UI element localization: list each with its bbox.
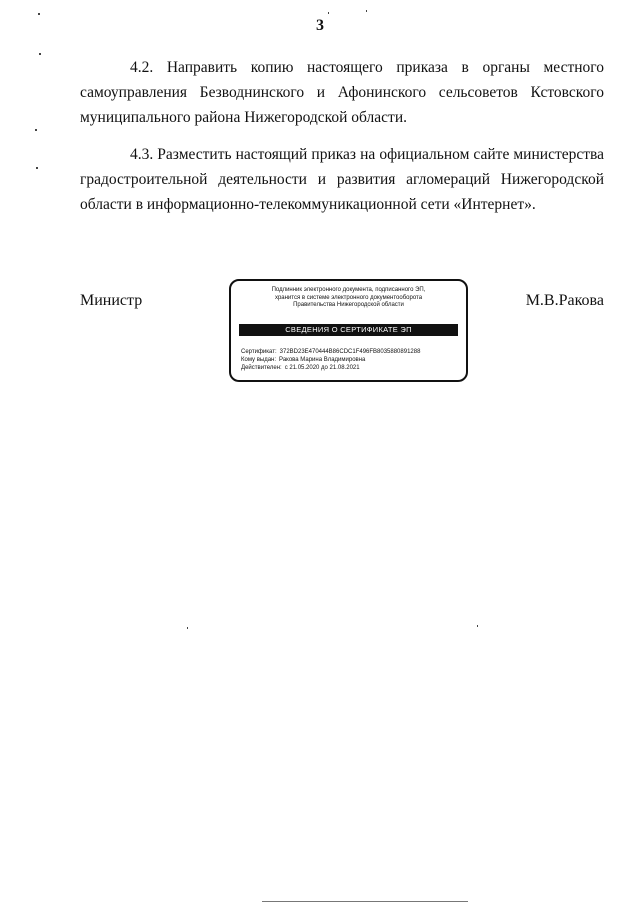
- scan-speck: [39, 53, 41, 55]
- validity-value: с 21.05.2020 до 21.08.2021: [284, 365, 360, 371]
- scan-speck: [187, 627, 188, 629]
- paragraph-text: 4.3. Разместить настоящий приказ на официальном сайте министерства градостроительной деятельности и развития агломераций Нижегородской области в информационно-телекоммуникационной сети «Интернет».: [80, 146, 604, 213]
- scan-speck: [328, 12, 329, 14]
- stamp-header-line: хранится в системе электронного документооборота: [274, 294, 423, 301]
- stamp-header-line: Правительства Нижегородской области: [293, 302, 404, 308]
- certificate-info-bar: СВЕДЕНИЯ О СЕРТИФИКАТЕ ЭП: [239, 324, 458, 336]
- paragraph-4-2: [80, 55, 604, 130]
- page-number: 3: [316, 17, 324, 34]
- paragraph-4-3: [80, 142, 604, 217]
- scan-speck: [36, 167, 38, 169]
- validity-row: [241, 364, 420, 372]
- validity-label: Действителен:: [241, 365, 282, 371]
- electronic-signature-stamp: [229, 279, 468, 382]
- certificate-value: 372BD23E470444B86CDC1F496FB8035880891288: [279, 349, 421, 355]
- scan-speck: [38, 13, 40, 15]
- signatory-role: Министр: [80, 292, 143, 309]
- scan-speck: [477, 625, 478, 627]
- scan-speck: [35, 129, 37, 131]
- owner-label: Кому выдан:: [241, 357, 277, 363]
- owner-row: [241, 356, 420, 364]
- stamp-header-line: Подлинник электронного документа, подписанного ЭП,: [271, 287, 426, 293]
- certificate-row: [241, 348, 420, 356]
- certificate-label: Сертификат:: [241, 349, 277, 355]
- certificate-details: [241, 348, 420, 372]
- scan-edge-line: [262, 901, 468, 902]
- paragraph-text: 4.2. Направить копию настоящего приказа в органы местного самоуправления Безводнинского и Афонинского сельсоветов Кстовского муниципального района Нижегородской области.: [80, 59, 604, 126]
- signatory-name: М.В.Ракова: [525, 292, 604, 309]
- scan-speck: [366, 10, 367, 12]
- owner-value: Ракова Марина Владимировна: [279, 357, 366, 363]
- stamp-header: [237, 287, 460, 310]
